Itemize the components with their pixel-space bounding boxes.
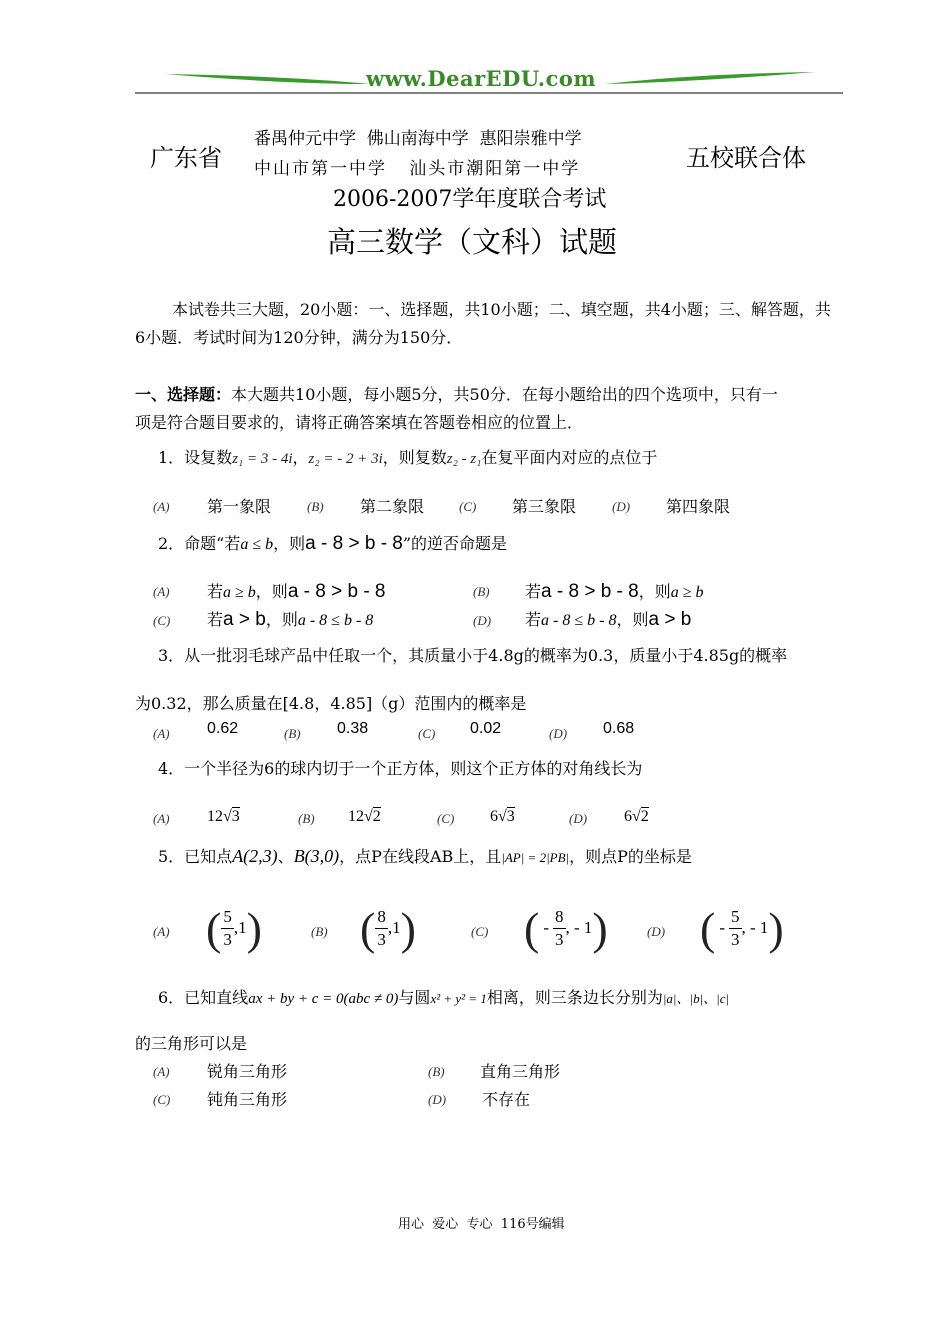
q5-label-a: (A) [153, 924, 170, 939]
q5-a-rest: ,1 [233, 918, 247, 937]
q4-d-coef: 6 [624, 808, 632, 825]
schools-line-1: 番禺仲元中学 佛山南海中学 惠阳崇雅中学 [254, 129, 582, 149]
paren-close: ) [400, 902, 416, 954]
q5-vec-cond: |AP| = 2|PB| [501, 850, 570, 865]
q1-text-c: 在复平面内对应的点位于 [481, 448, 658, 467]
q3-option-a: 0.62 [207, 720, 239, 737]
q5-point-a: A(2,3) [232, 846, 278, 866]
q6-label-b: (B) [428, 1064, 445, 1079]
q3-line-2: 为0.32，那么质量在[4.8，4.85]（g）范围内的概率是 [135, 694, 527, 713]
q2-d-1: a - 8 ≤ b - 8 [541, 612, 617, 629]
q1-comma: ， [292, 448, 309, 467]
q3-label-a: (A) [153, 726, 170, 741]
q6-option-d: 不存在 [482, 1090, 531, 1109]
q5-c-num: 8 [553, 906, 566, 929]
q6-option-a: 锐角三角形 [207, 1062, 288, 1081]
q1-option-b: 第二象限 [360, 497, 425, 516]
q1-z2: z₂ = - 2 + 3i [308, 451, 383, 467]
q5-b-num: 8 [375, 906, 388, 929]
q2-text-c: ”的逆否命题是 [402, 534, 508, 553]
q4-stem: 4．一个半径为6的球内切于一个正方体，则这个正方体的对角线长为 [158, 759, 643, 778]
q5-option-c [524, 900, 608, 956]
q2-text-a: 2．命题“若 [158, 534, 241, 553]
q5-option-a [206, 900, 262, 956]
q3-label-d: (D) [549, 726, 568, 741]
sqrt-icon: √ [498, 808, 507, 825]
q5-label-d: (D) [647, 924, 666, 939]
q5-a-frac [221, 906, 234, 951]
q1-label-c: (C) [459, 499, 477, 514]
q2-b-pre: 若 [525, 582, 542, 601]
q5-d-rest: , - 1 [741, 918, 769, 937]
q2-a-mid: ，则 [255, 582, 288, 601]
province-label: 广东省 [150, 144, 222, 172]
q5-stem [158, 842, 692, 872]
q5-c-frac [553, 906, 566, 951]
q5-option-d [700, 900, 784, 956]
q4-b-coef: 12 [348, 808, 364, 825]
q2-b-2: a ≥ b [670, 584, 704, 601]
q2-label-b: (B) [473, 584, 490, 599]
section-title: 一、选择题： [135, 385, 232, 404]
q5-sep: 、 [277, 847, 294, 866]
q1-option-d: 第四象限 [666, 497, 731, 516]
section-heading [135, 381, 778, 409]
q2-option-c [207, 607, 373, 631]
q4-label-d: (D) [569, 811, 588, 826]
q5-d-den: 3 [731, 929, 740, 949]
q4-label-b: (B) [298, 811, 315, 826]
q2-a-1: a ≥ b [223, 584, 256, 601]
q6-sides: |a|、|b|、|c| [662, 991, 730, 1006]
paren-open: ( [206, 902, 222, 954]
q2-stem [158, 530, 507, 559]
q4-option-c [490, 808, 515, 826]
q4-a-rad: 3 [231, 808, 240, 825]
q2-label-c: (C) [153, 613, 171, 628]
q5-point-b: B(3,0) [293, 846, 340, 866]
paren-open: ( [360, 902, 376, 954]
sqrt-icon: √ [223, 808, 232, 825]
q5-text-b: ，点P在线段AB上，且 [339, 847, 502, 866]
q1-text-b: ，则复数 [382, 448, 447, 467]
section-desc: 本大题共10小题，每小题5分，共50分．在每小题给出的四个选项中，只有一 [231, 385, 778, 404]
q5-b-rest: ,1 [387, 918, 401, 937]
q6-label-d: (D) [428, 1092, 447, 1107]
page-title: 高三数学（文科）试题 [327, 225, 618, 259]
q5-label-b: (B) [311, 924, 328, 939]
site-logo: www.DearEDU.com [366, 66, 597, 91]
q5-c-den: 3 [555, 929, 564, 949]
q1-stem [158, 444, 657, 473]
q2-c-2: a - 8 ≤ b - 8 [297, 612, 374, 629]
q1-label-a: (A) [153, 499, 170, 514]
q2-label-a: (A) [153, 584, 170, 599]
q6-text-c: 相离，则三条边长分别为 [486, 988, 663, 1007]
q5-label-c: (C) [471, 924, 489, 939]
q2-c-mid: ，则 [265, 610, 298, 629]
q3-line-1: 3．从一批羽毛球产品中任取一个，其质量小于4.8g的概率为0.3，质量小于4.85g的概率 [158, 646, 788, 665]
q5-b-frac [375, 906, 388, 951]
q2-b-1: a - 8 > b - 8 [541, 581, 639, 602]
q5-a-num: 5 [221, 906, 234, 929]
q2-d-mid: ，则 [616, 610, 649, 629]
page-footer: 用心 爱心 专心 116号编辑 [398, 1217, 565, 1232]
q5-a-den: 3 [223, 929, 232, 949]
sqrt-icon: √ [364, 808, 373, 825]
q2-d-2: a > b [648, 609, 692, 630]
q2-concl: a - 8 > b - 8 [305, 533, 403, 554]
q5-text-a: 5．已知点 [158, 847, 233, 866]
q4-b-rad: 2 [372, 808, 381, 825]
q2-text-b: ，则 [273, 534, 306, 553]
q6-text-a: 6．已知直线 [158, 988, 249, 1007]
q1-label-b: (B) [307, 499, 324, 514]
q1-z1: z₁ = 3 - 4i [232, 451, 293, 467]
q5-c-sign: - [543, 918, 549, 937]
paren-open: ( [700, 902, 716, 954]
q6-label-c: (C) [153, 1092, 171, 1107]
q5-c-rest: , - 1 [565, 918, 593, 937]
q6-line-eq: ax + by + c = 0(abc ≠ 0) [248, 991, 399, 1007]
q5-b-den: 3 [377, 929, 386, 949]
q2-option-b [525, 579, 704, 603]
q4-a-coef: 12 [207, 808, 223, 825]
q5-text-c: ，则点P的坐标是 [569, 847, 692, 866]
q6-text-b: 与圆 [398, 988, 431, 1007]
q2-a-pre: 若 [207, 582, 224, 601]
q3-label-b: (B) [284, 726, 301, 741]
q3-option-d: 0.68 [603, 720, 635, 737]
q2-label-d: (D) [473, 613, 492, 628]
q5-d-frac [729, 906, 742, 951]
q4-option-d [624, 808, 649, 826]
intro-line-2: 6小题．考试时间为120分钟，满分为150分． [135, 328, 463, 347]
q2-b-mid: ，则 [638, 582, 671, 601]
q3-option-c: 0.02 [470, 720, 502, 737]
q5-d-sign: - [719, 918, 725, 937]
paren-close: ) [768, 902, 784, 954]
paren-open: ( [524, 902, 540, 954]
q4-c-rad: 3 [506, 808, 515, 825]
q1-text-a: 1．设复数 [158, 448, 233, 467]
q6-option-b: 直角三角形 [480, 1062, 561, 1081]
q2-a-2: a - 8 > b - 8 [287, 581, 386, 602]
section-desc-line-2: 项是符合题目要求的，请将正确答案填在答题卷相应的位置上． [135, 413, 584, 432]
q4-label-a: (A) [153, 811, 170, 826]
q6-stem [158, 984, 729, 1013]
q2-option-a [207, 579, 386, 603]
exam-line: 2006-2007学年度联合考试 [333, 187, 607, 212]
q4-d-rad: 2 [640, 808, 649, 825]
q1-option-a: 第一象限 [207, 497, 272, 516]
q4-label-c: (C) [437, 811, 455, 826]
q6-label-a: (A) [153, 1064, 170, 1079]
q2-cond: a ≤ b [240, 536, 274, 553]
q2-d-pre: 若 [525, 610, 542, 629]
q1-expr: z₂ - z₁ [446, 451, 482, 467]
q6-line-2: 的三角形可以是 [135, 1034, 248, 1053]
sqrt-icon: √ [632, 808, 641, 825]
paren-close: ) [246, 902, 262, 954]
q2-c-1: a > b [223, 609, 266, 630]
union-label: 五校联合体 [686, 144, 806, 172]
q1-label-d: (D) [612, 499, 631, 514]
q3-label-c: (C) [418, 726, 436, 741]
intro-line-1: 本试卷共三大题，20小题：一、选择题，共10小题；二、填空题，共4小题；三、解答题，共 [172, 300, 831, 319]
q4-option-a [207, 808, 240, 826]
q5-option-b [360, 900, 416, 956]
q4-option-b [348, 808, 381, 826]
q1-option-c: 第三象限 [512, 497, 577, 516]
schools-line-2: 中山市第一中学 汕头市潮阳第一中学 [254, 159, 581, 179]
q4-c-coef: 6 [490, 808, 498, 825]
q5-d-num: 5 [729, 906, 742, 929]
q6-option-c: 钝角三角形 [207, 1090, 288, 1109]
q2-c-pre: 若 [207, 610, 224, 629]
q2-option-d [525, 607, 691, 631]
paren-close: ) [592, 902, 608, 954]
q3-option-b: 0.38 [337, 720, 369, 737]
q6-circle-eq: x² + y² = 1 [430, 991, 487, 1006]
